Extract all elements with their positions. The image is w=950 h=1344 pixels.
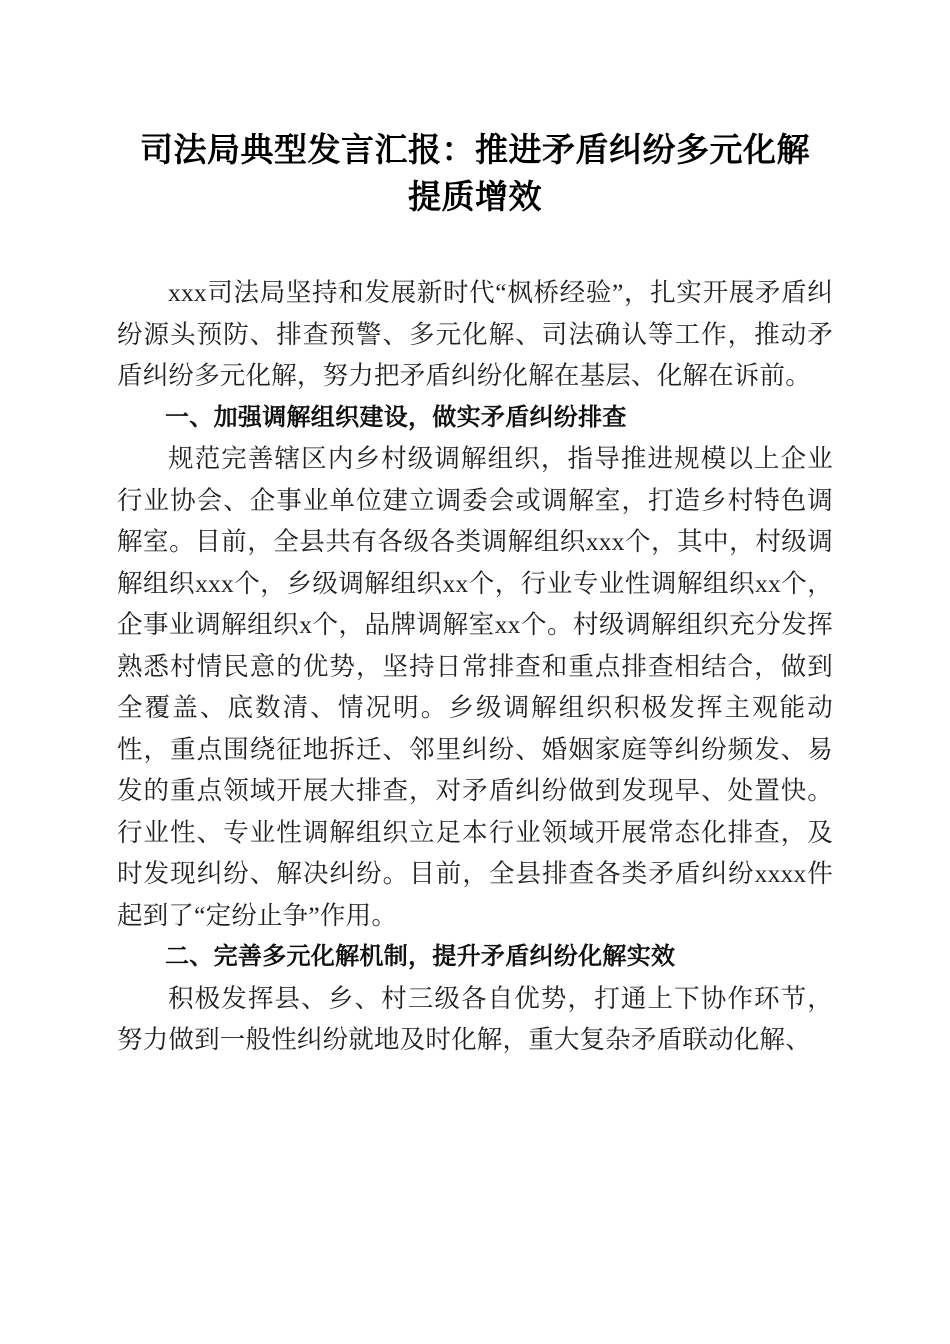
section-heading-two: 二、完善多元化解机制，提升矛盾纠纷化解实效 [165,943,676,970]
paragraph-section-one: 规范完善辖区内乡村级调解组织，指导推进规模以上企业行业协会、企事业单位建立调委会或调解室，打造乡村特色调解室。目前，全县共有各级各类调解组织xxx个，其中，村级调解组织xxx个，乡级调解组织xx个，行业专业性调解组织xx个，企事业调解组织x个，品牌调解室xx个。村级调解组织充分发挥熟悉村情民意的优势，坚持日常排查和重点排查相结合，做到全覆盖、底数清、情况明。乡级调解组织积极发挥主观能动性，重点围绕征地拆迁、邻里纠纷、婚姻家庭等纠纷频发、易发的重点领域开展大排查，对矛盾纠纷做到发现早、处置快。行业性、专业性调解组织立足本行业领域开展常态化排查，及时发现纠纷、解决纠纷。目前，全县排查各类矛盾纠纷xxxx件起到了“定纷止争”作用。 [117,444,833,930]
paragraph-section-two: 积极发挥县、乡、村三级各自优势，打通上下协作环节，努力做到一般性纠纷就地及时化解，重大复杂矛盾联动化解、 [117,983,833,1054]
title-line-2: 提质增效 [408,180,542,216]
section-heading-one: 一、加强调解组织建设，做实矛盾纠纷排查 [165,403,627,431]
document-title [117,128,833,222]
document-body [117,272,833,1061]
paragraph-intro: xxx司法局坚持和发展新时代“枫桥经验”，扎实开展矛盾纠纷源头预防、排查预警、多元化解、司法确认等工作，推动矛盾纠纷多元化解，努力把矛盾纠纷化解在基层、化解在诉前。 [117,278,833,390]
title-line-1: 司法局典型发言汇报：推进矛盾纠纷多元化解 [140,133,810,169]
